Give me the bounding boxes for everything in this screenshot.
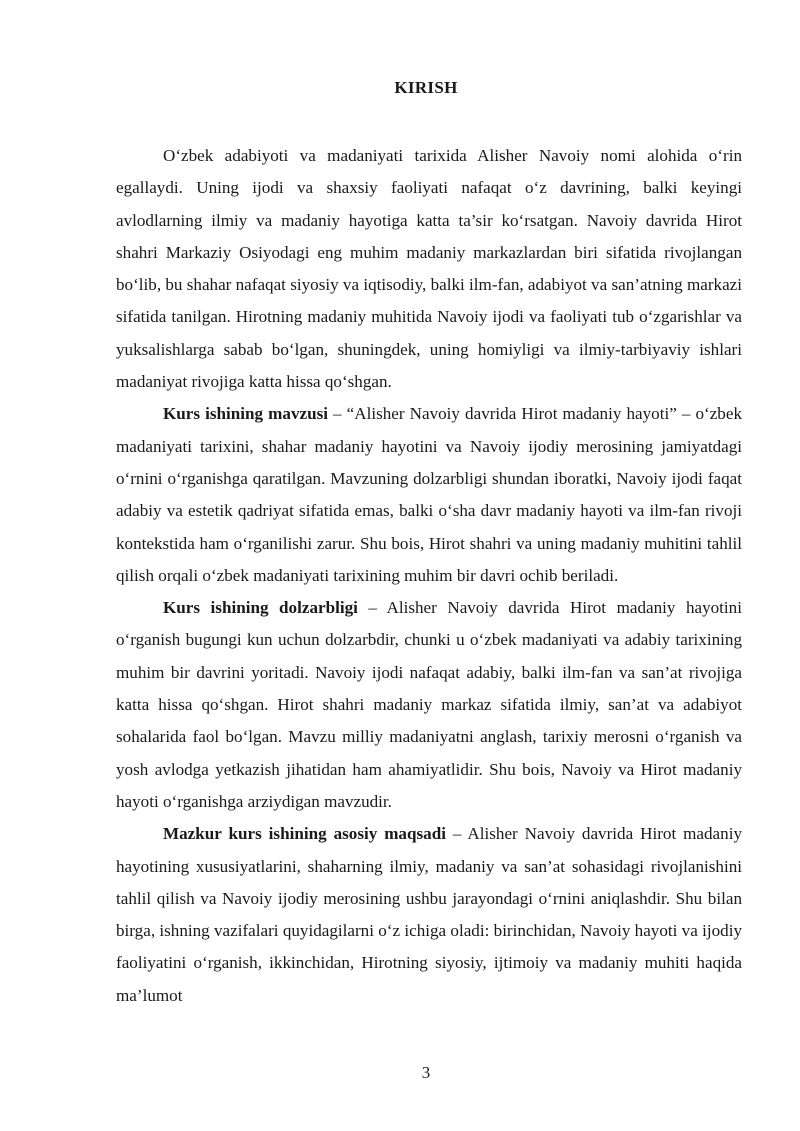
paragraph-topic — [116, 398, 742, 592]
page-number: 3 — [421, 1063, 431, 1082]
paragraph-goal — [116, 818, 742, 1012]
page-title: KIRISH — [394, 78, 458, 97]
paragraph-lead: Kurs ishining mavzusi — [163, 404, 328, 424]
document-body — [116, 140, 742, 1012]
paragraph-text: – “Alisher Navoiy davrida Hirot madaniy hayoti” – o‘zbek madaniyati tarixini, shahar madaniy hayotini va Navoiy ijodiy merosining jamiyatdagi o‘rnini o‘rganishga qaratilgan. Mavzuning dolzarbligi shundan iboratki, Navoiy ijodi faqat adabiy va estetik qadriyat sifatida emas, balki o‘sha davr madaniy hayoti va ilm-fan rivoji kontekstida ham o‘rganilishi zarur. Shu bois, Hirot shahri va uning madaniy muhitini tahlil qilish orqali o‘zbek madaniyati tarixining muhim bir davri ochib beriladi. — [116, 404, 742, 585]
paragraph-lead: Kurs ishining dolzarbligi — [163, 598, 358, 618]
paragraph-relevance — [116, 592, 742, 818]
paragraph-text: – Alisher Navoiy davrida Hirot madaniy hayotining xususiyatlarini, shaharning ilmiy, madaniy va san’at sohasidagi rivojlanishini tahlil qilish va Navoiy ijodiy merosining ushbu jarayondagi o‘rnini aniqlashdir. Shu bilan birga, ishning vazifalari quyidagilarni o‘z ichiga oladi: birinchidan, Navoiy hayoti va ijodiy faoliyatini o‘rganish, ikkinchidan, Hirotning siyosiy, ijtimoiy va madaniy muhiti haqida ma’lumot — [116, 824, 742, 1005]
paragraph-introduction — [116, 140, 742, 398]
paragraph-lead: Mazkur kurs ishining asosiy maqsadi — [163, 824, 446, 844]
paragraph-text: – Alisher Navoiy davrida Hirot madaniy hayotini o‘rganish bugungi kun uchun dolzarbdir, chunki u o‘zbek madaniyati va adabiy tarixining muhim bir davrini yoritadi. Navoiy ijodi nafaqat adabiy, balki ilm-fan va san’at rivojiga katta hissa qo‘shgan. Hirot shahri madaniy markaz sifatida ilmiy, san’at va adabiyot sohalarida faol bo‘lgan. Mavzu milliy madaniyatni anglash, tarixiy merosni o‘rganish va yosh avlodga yetkazish jihatidan ham ahamiyatlidir. Shu bois, Navoiy va Hirot madaniy hayoti o‘rganishga arziydigan mavzudir. — [116, 598, 742, 811]
paragraph-text: O‘zbek adabiyoti va madaniyati tarixida Alisher Navoiy nomi alohida o‘rin egallaydi. Uning ijodi va shaxsiy faoliyati nafaqat o‘z davrining, balki keyingi avlodlarning ilmiy va madaniy hayotiga katta ta’sir ko‘rsatgan. Navoiy davrida Hirot shahri Markaziy Osiyodagi eng muhim madaniy markazlardan biri sifatida rivojlangan bo‘lib, bu shahar nafaqat siyosiy va iqtisodiy, balki ilm-fan, adabiyot va san’atning markazi sifatida tanilgan. Hirotning madaniy muhitida Navoiy ijodi va faoliyati tub o‘zgarishlar va yuksalishlarga sabab bo‘lgan, shuningdek, uning homiyligi va ilmiy-tarbiyaviy ishlari madaniyat rivojiga katta hissa qo‘shgan. — [116, 146, 742, 392]
